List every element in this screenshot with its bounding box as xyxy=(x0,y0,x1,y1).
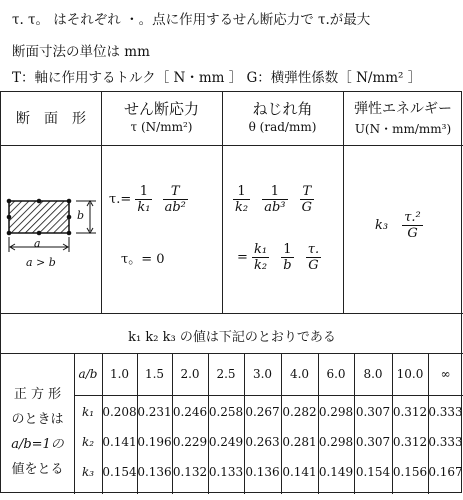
k3-coef: k₃ xyxy=(375,218,389,233)
coef-cell: 0.156 xyxy=(392,465,428,479)
condition-label: a > b xyxy=(26,256,56,269)
tau-max-formula xyxy=(109,184,188,215)
ratio-col-header: ∞ xyxy=(440,367,451,381)
ratio-col-header: 2.0 xyxy=(180,367,200,381)
ratio-col-header: 2.5 xyxy=(216,367,236,381)
frac-tau-G: $\frac{\tau.}{G}$ xyxy=(307,242,320,273)
energy-formula xyxy=(375,210,423,241)
coef-row-label: k₁ xyxy=(81,405,95,419)
coef-cell: 0.298 xyxy=(318,435,354,449)
coef-cell: 0.282 xyxy=(282,405,317,419)
ratio-col-header: 10.0 xyxy=(396,367,424,381)
energy-unit: U(N・mm/mm³) xyxy=(354,122,452,136)
ratio-col-header: 6.0 xyxy=(326,367,346,381)
coef-cell: 0.263 xyxy=(245,435,280,449)
ratio-col-header: 1.5 xyxy=(144,367,165,381)
tau-o-formula: τ。= 0 xyxy=(121,252,165,267)
equals-sign: = xyxy=(237,250,248,265)
frac-1-k1: $\frac{1}{\text{k₁}}$ xyxy=(137,184,151,215)
coef-cell: 0.281 xyxy=(282,435,317,449)
coef-cell: 0.196 xyxy=(137,435,172,449)
frac-1-ab3: $\frac{1}{\text{ab³}}$ xyxy=(264,184,286,215)
dim-b-label: b xyxy=(77,209,85,222)
coef-cell: 0.333 xyxy=(428,435,463,449)
coef-cell: 0.333 xyxy=(428,405,463,419)
coef-cell: 0.298 xyxy=(318,405,354,419)
frac-1-k2: $\frac{1}{\text{k₂}}$ xyxy=(235,184,249,215)
twist-header: ねじれ角 xyxy=(252,100,313,118)
coef-cell: 0.154 xyxy=(102,465,137,479)
energy-header: 弾性エネルギー xyxy=(354,101,452,117)
coef-row-label: k₃ xyxy=(81,465,95,479)
coef-cell: 0.307 xyxy=(355,405,391,419)
coef-cell: 0.167 xyxy=(428,465,463,479)
coef-cell: 0.231 xyxy=(137,405,172,419)
ratio-col-header: 4.0 xyxy=(289,367,310,381)
coef-cell: 0.208 xyxy=(102,405,137,419)
ratio-col-header: 3.0 xyxy=(252,367,273,381)
ratio-header: a/b xyxy=(78,367,98,381)
header-line-1: τ. τ。 はそれぞれ ・。点に作用するせん断応力で τ.が最大 xyxy=(12,12,371,28)
frac-1-b: $\frac{1}{b}$ xyxy=(283,242,292,273)
coef-cell: 0.312 xyxy=(392,435,428,449)
coef-cell: 0.267 xyxy=(245,405,280,419)
twist-unit: θ (rad/mm) xyxy=(248,120,317,134)
coef-cell: 0.154 xyxy=(355,465,391,479)
coef-cell: 0.136 xyxy=(137,465,172,479)
coef-cell: 0.246 xyxy=(172,405,208,419)
formula-table xyxy=(0,91,462,493)
coef-cell: 0.249 xyxy=(208,435,244,449)
coef-cell: 0.258 xyxy=(208,405,244,419)
coefficient-note: k₁ k₂ k₃ の値は下記のとおりである xyxy=(128,330,336,345)
coef-cell: 0.229 xyxy=(172,435,208,449)
frac-T-G: $\frac{T}{G}$ xyxy=(301,184,313,215)
header-line-3: T：軸に作用するトルク［ N・mm ］ G：横弾性係数［ N/mm² ］ xyxy=(12,70,422,86)
coef-cell: 0.141 xyxy=(282,465,317,479)
ratio-col-header: 1.0 xyxy=(109,367,130,381)
theta-formula-2 xyxy=(237,242,321,273)
square-note: 正 方 形 のときは a/b=1の 値をとる xyxy=(11,387,64,477)
frac-k1-k2: $\frac{\text{k₁}}{\text{k₂}}$ xyxy=(254,242,268,273)
stress-unit: τ (N/mm²) xyxy=(130,120,193,134)
coef-row-label: k₂ xyxy=(81,435,95,449)
coef-cell: 0.132 xyxy=(172,465,208,479)
coef-cell: 0.307 xyxy=(355,435,391,449)
theta-formula xyxy=(233,184,314,215)
section-header: 断 面 形 xyxy=(16,111,86,127)
coef-cell: 0.149 xyxy=(318,465,354,479)
coef-cell: 0.133 xyxy=(208,465,244,479)
dim-a-label: a xyxy=(34,237,41,250)
ratio-col-header: 8.0 xyxy=(363,367,383,381)
stress-header: せん断応力 xyxy=(123,100,199,118)
header-line-2: 断面寸法の単位は mm xyxy=(12,44,150,60)
frac-T-ab2: $\frac{T}{\text{ab²}}$ xyxy=(164,184,186,215)
coef-cell: 0.136 xyxy=(245,465,280,479)
tau-max-lhs: τ.= xyxy=(109,192,132,207)
coef-cell: 0.141 xyxy=(102,435,137,449)
frac-tau2-G: $\frac{\text{τ.²}}{G}$ xyxy=(404,210,421,241)
coef-cell: 0.312 xyxy=(392,405,428,419)
